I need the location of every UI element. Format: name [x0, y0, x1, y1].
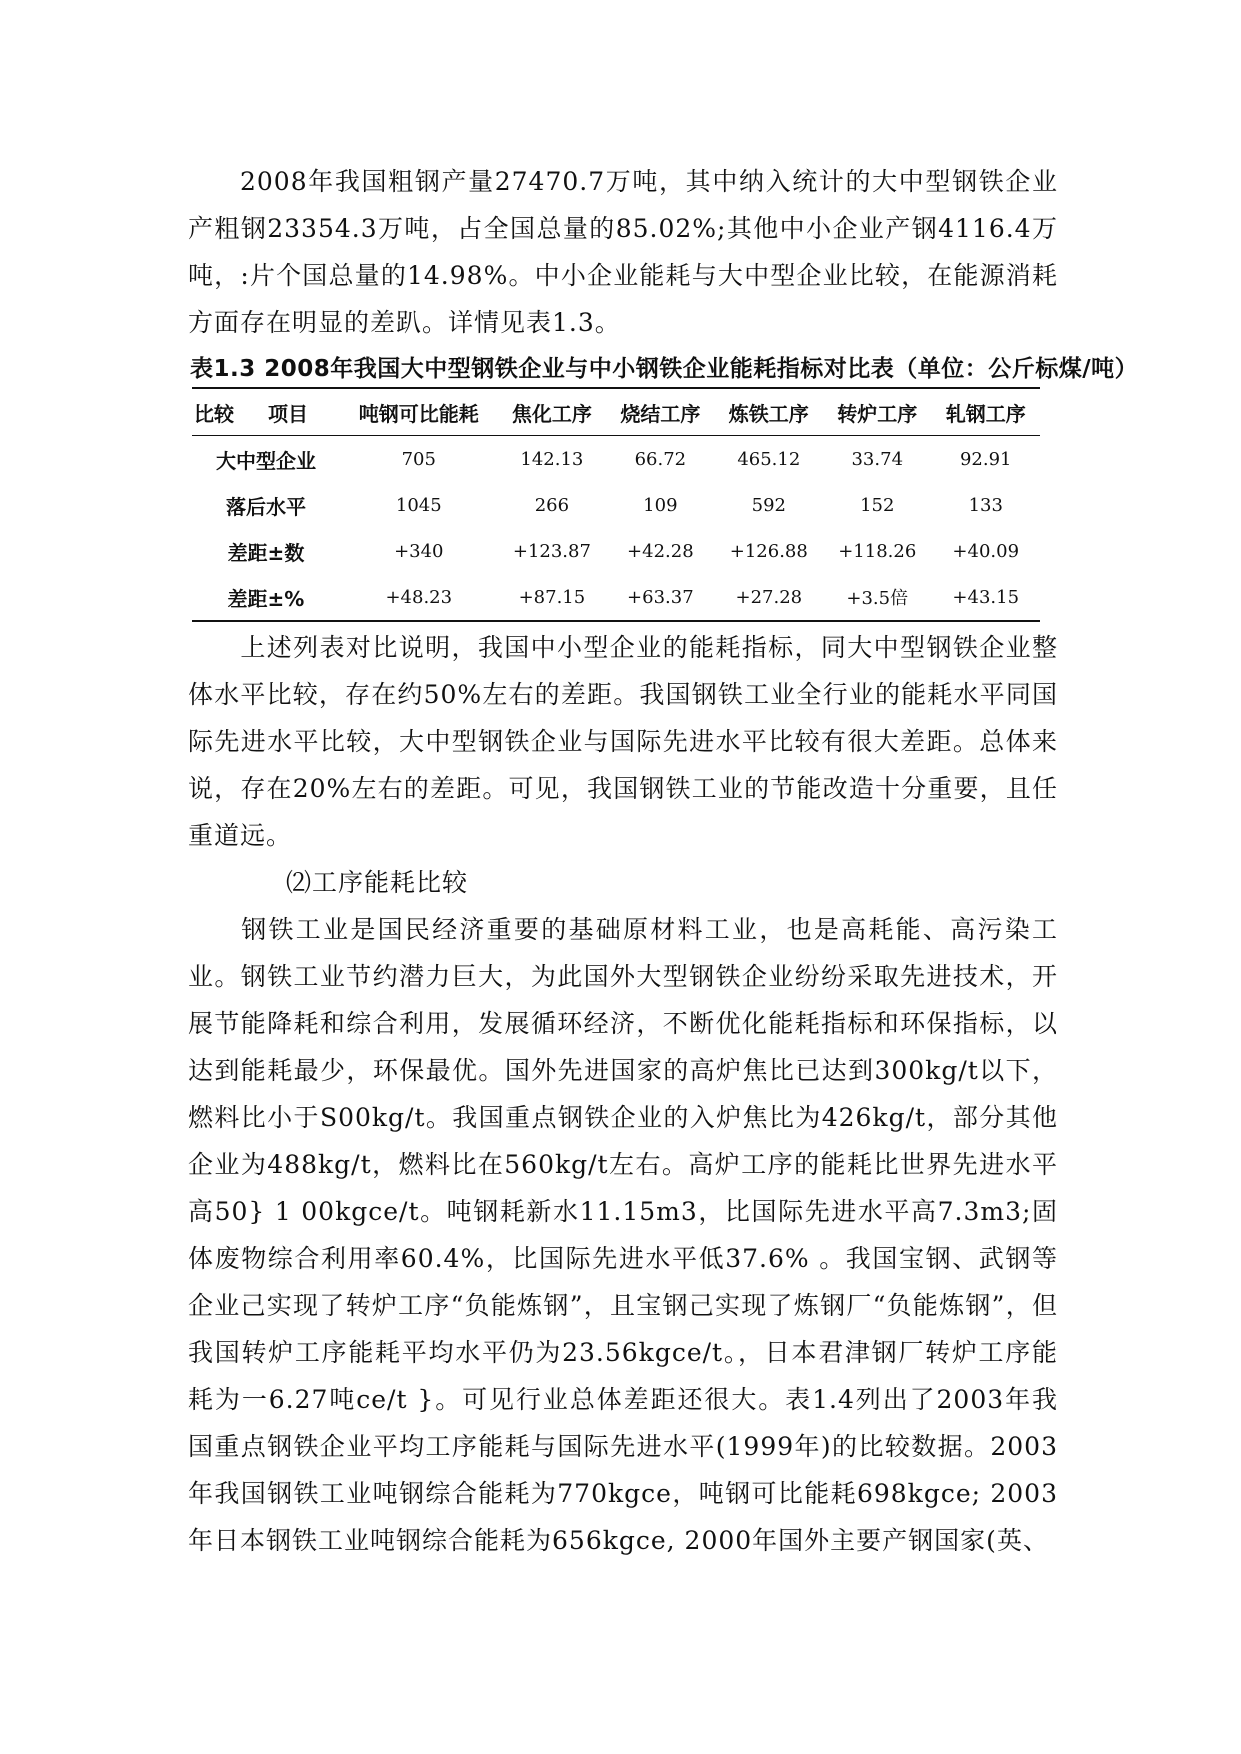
- table-cell: 266: [534, 494, 570, 516]
- table-caption: 表1.3 2008年我国大中型钢铁企业与中小钢铁企业能耗指标对比表（单位：公斤标煤/吨）: [190, 356, 1139, 382]
- table-cell: +340: [394, 540, 444, 562]
- column-header: 转炉工序: [837, 401, 918, 426]
- table-cell: +118.26: [838, 540, 917, 562]
- table-cell: 1045: [395, 494, 442, 516]
- table-cell: +43.15: [952, 586, 1020, 608]
- paragraph-process-energy: [188, 906, 1058, 1564]
- row-label: 大中型企业: [215, 448, 316, 473]
- paragraph-summary: [188, 624, 1058, 859]
- table-row: [192, 482, 1040, 528]
- table-cell: 142.13: [520, 448, 584, 470]
- table-cell: +63.37: [627, 586, 694, 608]
- column-header: 烧结工序: [620, 401, 701, 426]
- paragraph-steel-output: [188, 158, 1058, 346]
- table-cell: 705: [401, 448, 436, 470]
- table-cell: 33.74: [851, 448, 904, 470]
- header-item: 项目: [268, 401, 308, 426]
- table-cell: 109: [643, 494, 678, 516]
- header-compare: 比较: [194, 401, 234, 426]
- energy-comparison-table: [192, 387, 1040, 622]
- column-header: 轧钢工序: [945, 401, 1026, 426]
- table-cell: +87.15: [518, 586, 586, 608]
- table-row: [192, 436, 1040, 483]
- table-cell: +126.88: [729, 540, 808, 562]
- paragraph-text: 2008年我国粗钢产量27470.7万吨，其中纳入统计的大中型钢铁企业产粗钢23354.3万吨，占全国总量的85.02%;其他中小企业产钢4116.4万吨，:片个国总量的14.98%。中小企业能耗与大中型企业比较，在能源消耗方面存在明显的差趴。详情见表1.3。: [188, 167, 1058, 337]
- table-cell: 592: [751, 494, 786, 516]
- table-row: [192, 528, 1040, 574]
- table-cell: +123.87: [512, 540, 591, 562]
- row-label: 差距±%: [227, 586, 305, 611]
- table-cell: +42.28: [627, 540, 694, 562]
- table-cell: 152: [860, 494, 895, 516]
- column-header: 焦化工序: [511, 401, 592, 426]
- row-label: 落后水平: [225, 494, 306, 519]
- table-cell: 66.72: [634, 448, 687, 470]
- paragraph-text: 上述列表对比说明，我国中小型企业的能耗指标，同大中型钢铁企业整体水平比较，存在约50%左右的差距。我国钢铁工业全行业的能耗水平同国际先进水平比较，大中型钢铁企业与国际先进水平比较有很大差距。总体来说，存在20%左右的差距。可见，我国钢铁工业的节能改造十分重要，且任重道远。: [188, 633, 1058, 850]
- table-header-row: [192, 388, 1040, 436]
- table-cell: +27.28: [735, 586, 803, 608]
- table-cell: +3.5倍: [846, 588, 909, 609]
- paragraph-text: 钢铁工业是国民经济重要的基础原材料工业，也是高耗能、高污染工业。钢铁工业节约潜力巨大，为此国外大型钢铁企业纷纷采取先进技术，开展节能降耗和综合利用，发展循环经济，不断优化能耗指标和环保指标，以达到能耗最少，环保最优。国外先进国家的高炉焦比已达到300kg/t以下，燃料比小于S00kg/t。我国重点钢铁企业的入炉焦比为426kg/t，部分其他企业为488kg/t，燃料比在560kg/t左右。高炉工序的能耗比世界先进水平高50} 1 00kgce/t。吨钢耗新水11.15m3，比国际先进水平高7.3m3;固体废物综合利用率60.4%，比国际先进水平低37.6% 。我国宝钢、武钢等企业己实现了转炉工序“负能炼钢”，且宝钢己实现了炼钢厂“负能炼钢”，但我国转炉工序能耗平均水平仍为23.56kgce/t。，日本君津钢厂转炉工序能耗为一6.27吨ce/t }。可见行业总体差距还很大。表1.4列出了2003年我国重点钢铁企业平均工序能耗与国际先进水平(1999年)的比较数据。2003年我国钢铁工业吨钢综合能耗为770kgce，吨钢可比能耗698kgce; 2003年日本钢铁工业吨钢综合能耗为656kgce, 2000年国外主要产钢国家(英、: [188, 915, 1058, 1555]
- table-cell: 133: [968, 494, 1003, 516]
- table-cell: +40.09: [952, 540, 1020, 562]
- table-cell: +48.23: [385, 586, 453, 608]
- table-cell: 92.91: [959, 448, 1012, 470]
- section-subheading: ⑵工序能耗比较: [286, 868, 469, 897]
- table-cell: 465.12: [737, 448, 801, 470]
- column-header: 吨钢可比能耗: [358, 401, 479, 426]
- table-row: [192, 574, 1040, 621]
- header-corner: [192, 388, 340, 436]
- column-header: 炼铁工序: [728, 401, 809, 426]
- row-label: 差距±数: [227, 540, 305, 565]
- table: [192, 387, 1040, 622]
